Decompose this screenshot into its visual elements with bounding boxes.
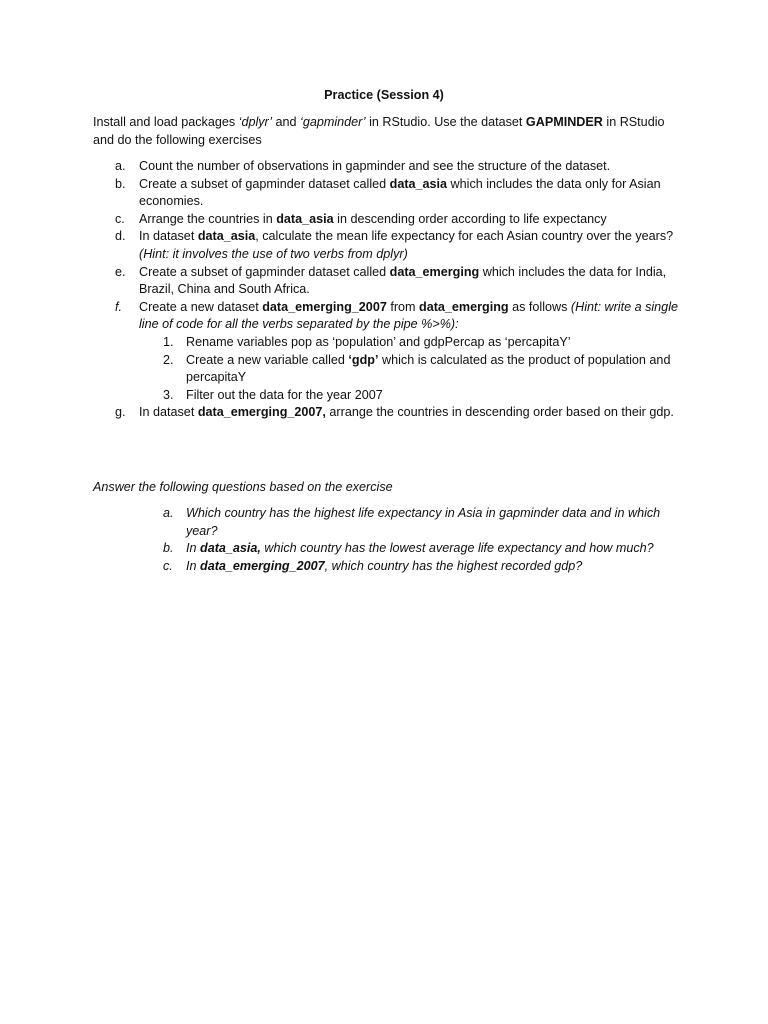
question-text: Which country has the highest life expectancy in Asia in gapminder data and in which year? [186, 506, 661, 538]
exercise-text: which includes the data for India, Brazil, China and South Africa. [139, 264, 667, 297]
sub-exercise-item-2 [0, 352, 672, 387]
variable-name: data_asia [389, 176, 448, 191]
exercise-item-c [0, 211, 684, 229]
questions-heading: Answer the following questions based on the exercise [93, 480, 393, 494]
exercise-item-a [0, 158, 684, 176]
exercise-text: Create a subset of gapminder dataset called [139, 176, 390, 191]
list-marker: 2. [163, 352, 174, 367]
sub-exercise-item-1 [0, 334, 672, 352]
list-marker: a. [115, 159, 126, 173]
variable-name: data_emerging [419, 299, 509, 314]
list-marker: a. [163, 506, 174, 520]
exercise-text: Create a new variable called [186, 352, 349, 367]
exercise-list [0, 158, 768, 422]
list-marker: d. [115, 229, 126, 244]
exercise-text: In dataset [139, 405, 198, 420]
list-marker: g. [115, 405, 126, 420]
exercise-text: in descending order according to life expectancy [333, 211, 607, 226]
variable-name: ‘gdp’ [348, 352, 379, 367]
exercise-text: , calculate the mean life expectancy for each Asian country over the years? [255, 229, 674, 244]
exercise-item-b [0, 176, 684, 211]
list-marker: b. [115, 176, 126, 191]
exercise-text: Rename variables pop as ‘population’ and gdpPercap as ‘percapitaY’ [186, 334, 571, 349]
question-text: which country has the lowest average life expectancy and how much? [260, 541, 654, 556]
dataset-name: GAPMINDER [525, 115, 603, 129]
exercise-text: as follows [508, 299, 571, 314]
exercise-text: which is calculated as the product of population and percapitaY [186, 352, 671, 385]
variable-name: data_asia [197, 229, 256, 244]
exercise-item-f [0, 299, 684, 334]
variable-name: data_emerging_2007, [197, 405, 326, 420]
list-marker: c. [115, 211, 125, 226]
question-list [0, 505, 768, 575]
question-item-c [0, 558, 678, 576]
variable-name: data_asia, [200, 541, 261, 556]
variable-name: data_emerging_2007 [200, 558, 325, 573]
intro-text: Install and load packages [93, 115, 239, 129]
package-name-dplyr: ‘dplyr’ [238, 115, 273, 129]
sub-exercise-item-3 [0, 387, 672, 405]
intro-text: in RStudio. Use the dataset [365, 115, 526, 129]
variable-name: data_emerging_2007 [262, 299, 387, 314]
question-text: , which country has the highest recorded gdp? [324, 558, 583, 573]
list-marker: b. [163, 541, 174, 556]
exercise-item-e [0, 264, 684, 299]
exercise-text: In dataset [139, 229, 198, 244]
variable-name: data_asia [276, 211, 334, 226]
exercise-text: Count the number of observations in gapminder and see the structure of the dataset. [139, 159, 611, 173]
intro-text: and [272, 115, 301, 129]
list-marker: e. [115, 264, 126, 279]
sub-exercise-list [0, 334, 768, 404]
list-marker: f. [115, 299, 122, 314]
question-item-a [0, 505, 678, 540]
hint-text: (Hint: it involves the use of two verbs from dplyr) [139, 246, 408, 261]
exercise-item-g [0, 404, 684, 422]
exercise-text: from [386, 299, 420, 314]
list-marker: c. [163, 558, 173, 573]
package-name-gapminder: ‘gapminder’ [300, 115, 366, 129]
exercise-text: arrange the countries in descending order based on their gdp. [325, 405, 674, 420]
question-text: In [186, 541, 201, 556]
intro-text: in RStudio and do the following exercises [93, 115, 665, 147]
exercise-text: Arrange the countries in [139, 211, 277, 226]
hint-text: (Hint: write a single line of code for all the verbs separated by the pipe %>%): [139, 299, 678, 332]
question-item-b [0, 540, 678, 558]
exercise-text: Create a subset of gapminder dataset called [139, 264, 390, 279]
question-text: In [186, 558, 201, 573]
exercise-text: Create a new dataset [139, 299, 263, 314]
page-title: Practice (Session 4) [324, 88, 444, 102]
exercise-text: which includes the data only for Asian economies. [139, 176, 661, 209]
list-marker: 1. [163, 334, 174, 349]
variable-name: data_emerging [389, 264, 480, 279]
exercise-text: Filter out the data for the year 2007 [186, 387, 383, 402]
list-marker: 3. [163, 387, 174, 402]
exercise-item-d [0, 228, 684, 263]
intro-paragraph [93, 114, 683, 149]
